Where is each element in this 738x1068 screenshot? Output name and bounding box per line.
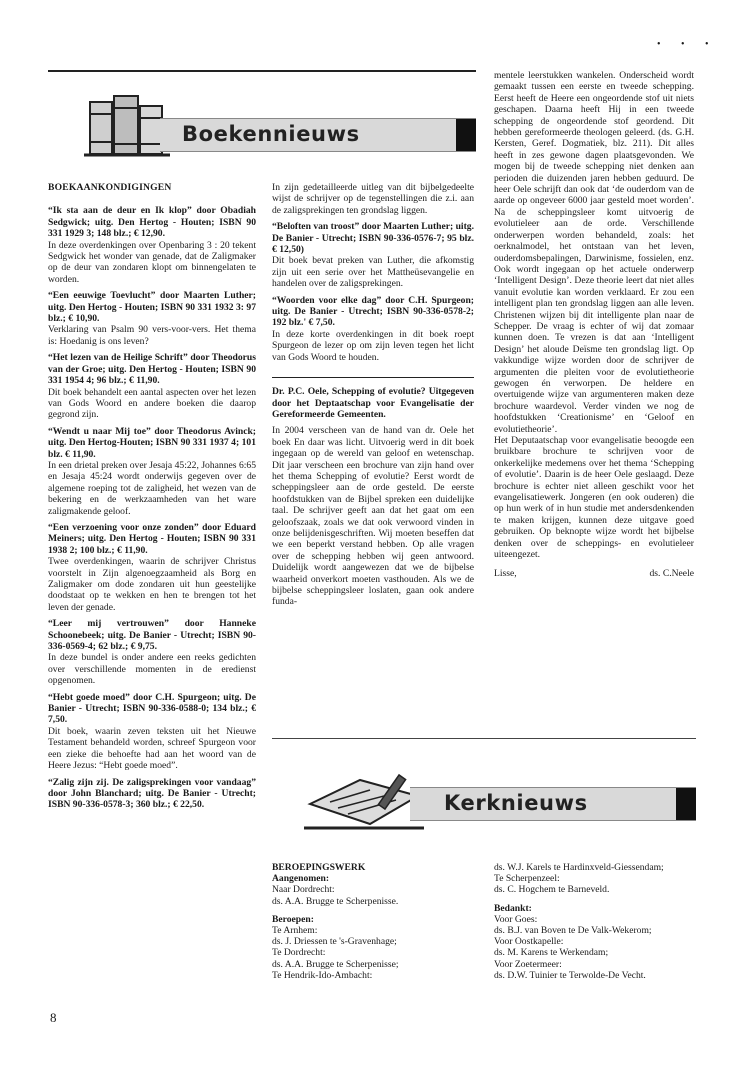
aangenomen-label: Aangenomen: (272, 873, 330, 885)
aangenomen-list (272, 884, 476, 906)
column-2 (272, 182, 474, 613)
col2-intro: In zijn gedetailleerde uitleg van dit bijbelgedeelte wijst de schrijver op de tegenstellingen die z.i. aan de zaligsprekingen ten grondslag liggen. (272, 182, 474, 216)
boekennieuws-title: Boekennieuws (182, 122, 360, 146)
beroepen-continued-list (494, 862, 694, 896)
boekennieuws-banner (160, 118, 476, 152)
book-description: In een drietal preken over Jesaja 45:22, Johannes 6:65 en Jesaja 45:24 wordt onderwijs gegeven over de algemene roeping tot de zaligheid, het wezen van de bekering en de werkzaamheden van het ware zaligmakende geloof. (48, 459, 256, 517)
list-line: ds. M. Karens te Werkendam; (494, 947, 609, 959)
review-title: Dr. P.C. Oele, Schepping of evolutie? Uitgegeven door het Deptaatschap voor Evangelisatie der Gereformeerde Gemeenten. (272, 386, 474, 420)
decorative-dots: • • • (657, 39, 718, 50)
list-line: Voor Oostkapelle: (494, 936, 564, 948)
beroepingswerk-heading: BEROEPINGSWERK (272, 862, 366, 873)
list-line: Naar Dordrecht: (272, 884, 335, 896)
book-description: Twee overdenkingen, waarin de schrijver Christus voorstelt in Zijn algenoegzaamheid als Borg en Zaligmaker om dode zondaren uit hun geestelijke doodstaat op te wekken en hen te brengen tot het leven der genade. (48, 556, 256, 613)
kerknieuws-banner (410, 787, 696, 821)
book-title: “Zalig zijn zij. De zaligsprekingen voor vandaag” door John Blanchard; uitg. De Banier - Utrecht; ISBN 90-336-0578-3; 360 blz.; € 22,50. (48, 776, 256, 811)
kerknieuws-column-2 (494, 862, 694, 981)
review-text-part1: In 2004 verscheen van de hand van dr. Oele het boek En daar was licht. Uitvoerig werd in dit boek ingegaan op de wereld van geloof en wetenschap. Dit jaar verscheen een brochure van zijn hand over het thema Schepping of evolutie? Eerst wordt de scheppingsleer aan de orde gesteld. De eerste hoofdstukken van de Bijbel spreken een duidelijke taal. De schrijver geeft aan dat het gaat om een geloofszaak, zoals we dat ook verwoord vinden in onze belijdenisgeschriften. Wij moeten beseffen dat we een beperkt verstand hebben. Op alle vragen over de schepping hebben wij geen antwoord. Duidelijk wordt aangewezen dat we de bijbelse waarheid onverkort moeten vasthouden. Als we de bijbelse scheppingsleer loslaten, gaan ook andere funda- (272, 425, 474, 608)
list-line: Te Dordrecht: (272, 947, 326, 959)
signature-name: ds. C.Neele (649, 568, 694, 580)
list-line: ds. C. Hogchem te Barneveld. (494, 884, 610, 896)
list-line: Voor Goes: (494, 913, 538, 925)
signature-place: Lisse, (494, 568, 517, 580)
list-line: Te Arnhem: (272, 925, 318, 937)
book-title: “Een verzoening voor onze zonden” door Eduard Meiners; uitg. Den Hertog - Houten; ISBN 90 331 1938 2; 100 blz.; € 11,90. (48, 521, 256, 556)
banner-end-block (676, 788, 696, 820)
book-description: In deze overdenkingen over Openbaring 3 : 20 tekent Sedgwick het wonder van genade, dat de Zaligmaker op de deur van zondaren klopt om binnengelaten te worden. (48, 239, 256, 285)
book-description: In deze korte overdenkingen in dit boek roept Spurgeon de lezer op om zijn leven tegen het licht van Gods Woord te houden. (272, 328, 474, 363)
beroepen-list (272, 925, 476, 981)
book-description: Dit boek, waarin zeven teksten uit het Nieuwe Testament behandeld worden, schreef Spurgeon voor een zieke die behoefte had aan het woord van de Heere Jezus: “Hebt goede moed”. (48, 725, 256, 772)
book-title: “Woorden voor elke dag” door C.H. Spurgeon; uitg. De Banier - Utrecht; ISBN 90-336-0578-2; 192 blz.' € 7,50. (272, 294, 474, 329)
list-line: Voor Zoetermeer: (494, 958, 562, 970)
review-text-part2: mentele leerstukken wankelen. Onderscheid wordt gemaakt tussen een eerste en tweede schepping. Eerst heeft de Heere een ongeordende stof uit niets geschapen. Daarna heeft Hij in een tweede schepping de ongeordende stof geordend. Dit hebben gereformeerde theologen geleerd. (ds. G.H. Kersten, Geref. Dogmatiek, blz. 211). Dit alles heeft in zes gewone dagen plaatsgevonden. We mogen bij de tweede schepping niet denken aan perioden die duizenden jaren hebben geduurd. De heer Oele schrijft dan ook dat ‘de ouderdom van de aarde op ongeveer 6000 jaar gesteld moet worden’. Na de scheppingsleer komt uitvoerig de evolutieleer aan de orde. Verschillende onderwerpen worden behandeld, zoals: het oerknalmodel, het ontstaan van het leven, ouderdomsbepalingen, Darwinisme, fossielen, enz. Ook wordt ingegaan op het actuele onderwerp ‘Intelligent Design’. Deze theorie leert dat niet alles vanuit evolutie kan worden verklaard. Er zou een intelligent plan ten grondslag liggen aan alle leven. Christenen wijzen bij dit intelligente plan naar de Schepper. De vraag is echter of wij dat zomaar kunnen doen. Te vrezen is dat aan ‘Intelligent Design’ het aloude Deïsme ten grondslag ligt. Op vakkundige wijze worden door de schrijver de argumenten die pleiten voor de evolutietheorie gewogen én verworpen. De heldere en overtuigende wijze van argumenteren maken deze brochure waardevol. Verder vinden we nog de hoofdstukken ‘Creationisme’ en ‘Geloof en evolutietheorie’. (494, 70, 694, 435)
book-description: Verklaring van Psalm 90 vers-voor-vers. Het thema is: Hoedanig is ons leven? (48, 324, 256, 347)
section-heading: BOEKAANKONDIGINGEN (48, 182, 172, 193)
book-description: Dit boek behandelt een aantal aspecten over het lezen van Gods Woord en andere boeken die daarop gegrond zijn. (48, 386, 256, 421)
kerknieuws-column-1 (272, 862, 476, 981)
page-number: 8 (50, 1010, 57, 1025)
list-line: ds. J. Driessen te 's-Gravenhage; (272, 936, 397, 948)
list-line: ds. B.J. van Boven te De Valk-Wekerom; (494, 925, 652, 937)
list-line: Te Hendrik-Ido-Ambacht: (272, 969, 373, 981)
list-line: ds. A.A. Brugge te Scherpenisse. (272, 895, 399, 907)
review-divider (272, 377, 474, 378)
kerknieuws-title: Kerknieuws (444, 791, 588, 815)
book-description: In deze bundel is onder andere een reeks gedichten over verschillende momenten in de eredienst opgenomen. (48, 652, 256, 687)
list-line: ds. D.W. Tuinier te Terwolde-De Vecht. (494, 969, 646, 981)
book-title: “Leer mij vertrouwen” door Hanneke Schoonebeek; uitg. De Banier - Utrecht; ISBN 90-336-0569-4; 62 blz.; € 9,75. (48, 618, 256, 653)
book-title: “Een eeuwige Toevlucht” door Maarten Luther; uitg. Den Hertog - Houten; ISBN 90 331 1932 3: 97 blz.; € 10,90. (48, 290, 256, 325)
top-rule (48, 70, 476, 72)
lower-rule (272, 738, 696, 739)
book-list-col2 (272, 221, 474, 363)
banner-end-block (456, 119, 476, 151)
column-1 (48, 182, 256, 816)
bedankt-label: Bedankt: (494, 902, 532, 914)
book-title: “Ik sta aan de deur en Ik klop” door Obadiah Sedgwick; uitg. Den Hertog - Houten; ISBN 90 331 1929 3; 148 blz.; € 12,90. (48, 205, 256, 240)
book-title: “Het lezen van de Heilige Schrift” door Theodorus van der Groe; uitg. Den Hertog - Houten; ISBN 90 331 1954 4; 96 blz.; € 11,90. (48, 352, 256, 387)
book-title: “Hebt goede moed” door C.H. Spurgeon; uitg. De Banier - Utrecht; ISBN 90-336-0588-0; 134 blz.; € 7,50. (48, 691, 256, 726)
beroepen-label: Beroepen: (272, 913, 314, 925)
list-line: ds. W.J. Karels te Hardinxveld-Giessendam; (494, 862, 664, 873)
list-line: Te Scherpenzeel: (494, 873, 560, 885)
book-list-col1 (48, 205, 256, 810)
book-title: “Wendt u naar Mij toe” door Theodorus Avinck; uitg. Den Hertog-Houten; ISBN 90 331 1937 4; 101 blz. € 11,90. (48, 425, 256, 460)
bedankt-list (494, 914, 694, 981)
signature (494, 568, 694, 579)
list-line: ds. A.A. Brugge te Scherpenisse; (272, 958, 399, 970)
review-text-part3: Het Deputaatschap voor evangelisatie beoogde een bruikbare brochure te schrijven voor de onkerkelijke medemens over het thema ‘Schepping of evolutie’. Daarin is de heer Oele geslaagd. Deze brochure is echter niet alleen geschikt voor het evangelisatiewerk. Jongeren (en ook ouderen) die op hun werk of in hun studie met andersdenkenden te maken krijgen, kunnen deze uitgave goed gebruiken. Op beknopte wijze wordt het bijbelse denken over de scheppings- en evolutieleer uiteengezet. (494, 435, 694, 561)
book-description: Dit boek bevat preken van Luther, die afkomstig zijn uit een serie over het Mattheüsevangelie en handelen over de zaligsprekingen. (272, 255, 474, 290)
book-title: “Beloften van troost” door Maarten Luther; uitg. De Banier - Utrecht; ISBN 90-336-0576-7; 95 blz. € 12,50) (272, 221, 474, 256)
column-3 (494, 70, 694, 580)
